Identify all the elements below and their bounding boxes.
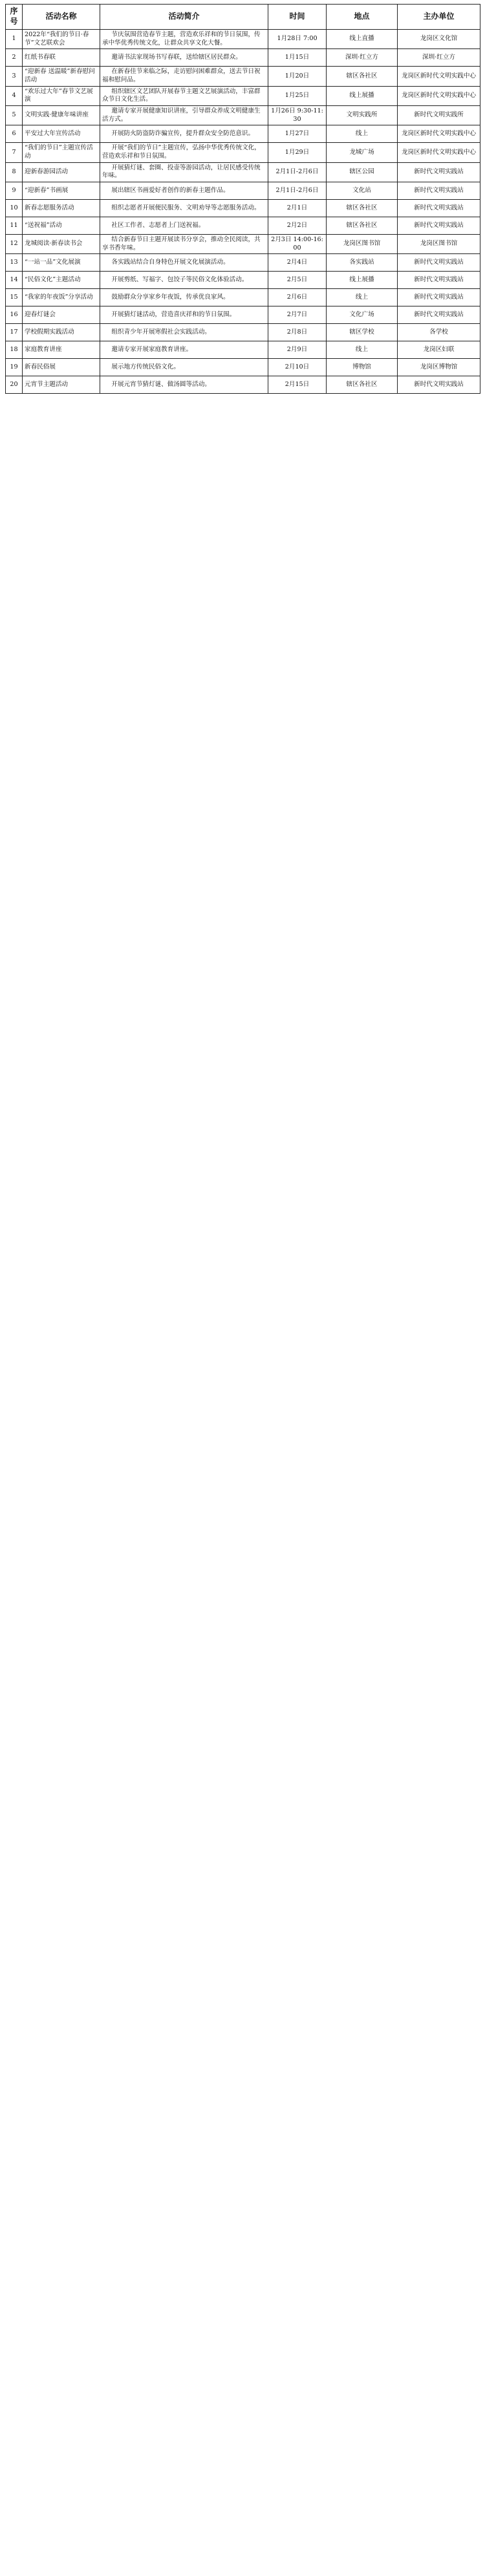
event-place: 辖区各社区 xyxy=(327,199,398,217)
event-description: 结合新春节日主题开展读书分享会，推动全民阅读，共享书香年味。 xyxy=(100,234,268,253)
table-row xyxy=(6,162,480,182)
row-number: 14 xyxy=(6,272,23,289)
event-time: 1月25日 xyxy=(268,86,327,105)
table-row xyxy=(6,125,480,143)
event-name: 2022年“我们的节日·春节”文艺联欢会 xyxy=(23,30,100,49)
event-time: 1月15日 xyxy=(268,49,327,67)
event-description: 邀请书法家现场书写春联，送给辖区居民群众。 xyxy=(100,49,268,67)
event-description: 开展元宵节猜灯谜、做汤圆等活动。 xyxy=(100,376,268,394)
event-organizer: 新时代文明实践站 xyxy=(398,254,480,272)
event-name: “送祝福”活动 xyxy=(23,217,100,234)
row-number: 12 xyxy=(6,234,23,253)
event-place: 辖区学校 xyxy=(327,324,398,341)
event-time: 2月5日 xyxy=(268,272,327,289)
header-time: 时间 xyxy=(268,5,327,30)
event-organizer: 龙岗区新时代文明实践中心 xyxy=(398,86,480,105)
event-place: 辖区公园 xyxy=(327,162,398,182)
event-organizer: 龙岗区图书馆 xyxy=(398,234,480,253)
event-name: “我们的节日”主题宣传活动 xyxy=(23,143,100,162)
event-description: 开展防火防盗防诈骗宣传，提升群众安全防范意识。 xyxy=(100,125,268,143)
event-place: 线上直播 xyxy=(327,30,398,49)
event-place: 线上 xyxy=(327,125,398,143)
event-time: 1月29日 xyxy=(268,143,327,162)
event-organizer: 新时代文明实践站 xyxy=(398,272,480,289)
event-time: 2月7日 xyxy=(268,306,327,324)
event-place: 辖区各社区 xyxy=(327,67,398,86)
row-number: 2 xyxy=(6,49,23,67)
event-name: 文明实践·健康年味讲座 xyxy=(23,105,100,125)
event-description: 组织青少年开展寒假社会实践活动。 xyxy=(100,324,268,341)
event-place: 深圳·红立方 xyxy=(327,49,398,67)
event-organizer: 龙岗区博物馆 xyxy=(398,359,480,376)
header-org: 主办单位 xyxy=(398,5,480,30)
event-time: 2月15日 xyxy=(268,376,327,394)
event-place: 文化站 xyxy=(327,182,398,199)
row-number: 7 xyxy=(6,143,23,162)
event-name: 新春民俗展 xyxy=(23,359,100,376)
event-name: 龙城阅读·新春读书会 xyxy=(23,234,100,253)
header-no: 序号 xyxy=(6,5,23,30)
event-name: 家庭教育讲座 xyxy=(23,341,100,359)
event-description: 节庆氛围营造春节主题，营造欢乐祥和的节日氛围，传承中华优秀传统文化，让群众共享文化大餐。 xyxy=(100,30,268,49)
event-description: 邀请专家开展家庭教育讲座。 xyxy=(100,341,268,359)
event-time: 2月10日 xyxy=(268,359,327,376)
event-name: “民俗文化”主题活动 xyxy=(23,272,100,289)
event-name: 新春志愿服务活动 xyxy=(23,199,100,217)
event-time: 2月4日 xyxy=(268,254,327,272)
event-place: 线上 xyxy=(327,289,398,306)
header-place: 地点 xyxy=(327,5,398,30)
row-number: 8 xyxy=(6,162,23,182)
event-description: 开展猜灯谜活动，营造喜庆祥和的节日氛围。 xyxy=(100,306,268,324)
table-row xyxy=(6,272,480,289)
row-number: 16 xyxy=(6,306,23,324)
event-place: 文化广场 xyxy=(327,306,398,324)
event-place: 博物馆 xyxy=(327,359,398,376)
event-organizer: 新时代文明实践站 xyxy=(398,306,480,324)
table-row xyxy=(6,199,480,217)
event-place: 龙城广场 xyxy=(327,143,398,162)
row-number: 18 xyxy=(6,341,23,359)
row-number: 15 xyxy=(6,289,23,306)
event-name: “我家的年夜饭”分享活动 xyxy=(23,289,100,306)
event-place: 文明实践所 xyxy=(327,105,398,125)
event-organizer: 龙岗区文化馆 xyxy=(398,30,480,49)
event-place: 辖区各社区 xyxy=(327,217,398,234)
table-row xyxy=(6,217,480,234)
row-number: 11 xyxy=(6,217,23,234)
table-row xyxy=(6,234,480,253)
event-description: 在新春佳节来临之际，走访慰问困难群众，送去节日祝福和慰问品。 xyxy=(100,67,268,86)
event-description: 组织辖区文艺团队开展春节主题文艺展演活动，丰富群众节日文化生活。 xyxy=(100,86,268,105)
event-name: 迎春灯谜会 xyxy=(23,306,100,324)
event-name: “欢乐过大年”春节文艺展演 xyxy=(23,86,100,105)
table-header-row xyxy=(6,5,480,30)
row-number: 13 xyxy=(6,254,23,272)
table-row xyxy=(6,359,480,376)
event-description: 组织志愿者开展便民服务、文明劝导等志愿服务活动。 xyxy=(100,199,268,217)
header-desc: 活动简介 xyxy=(100,5,268,30)
event-place: 线上 xyxy=(327,341,398,359)
table-row xyxy=(6,105,480,125)
table-row xyxy=(6,182,480,199)
event-organizer: 龙岗区新时代文明实践中心 xyxy=(398,67,480,86)
event-description: 社区工作者、志愿者上门送祝福。 xyxy=(100,217,268,234)
event-description: 开展猜灯谜、套圈、投壶等游园活动，让居民感受传统年味。 xyxy=(100,162,268,182)
event-organizer: 新时代文明实践站 xyxy=(398,376,480,394)
event-organizer: 新时代文明实践站 xyxy=(398,217,480,234)
event-table xyxy=(5,4,480,394)
row-number: 10 xyxy=(6,199,23,217)
row-number: 6 xyxy=(6,125,23,143)
event-description: 开展“我们的节日”主题宣传，弘扬中华优秀传统文化，营造欢乐祥和节日氛围。 xyxy=(100,143,268,162)
event-organizer: 新时代文明实践站 xyxy=(398,162,480,182)
row-number: 4 xyxy=(6,86,23,105)
event-organizer: 深圳·红立方 xyxy=(398,49,480,67)
event-time: 2月3日 14:00-16:00 xyxy=(268,234,327,253)
table-row xyxy=(6,341,480,359)
table-row xyxy=(6,143,480,162)
event-organizer: 龙岗区新时代文明实践中心 xyxy=(398,143,480,162)
table-row xyxy=(6,49,480,67)
event-description: 开展剪纸、写福字、包饺子等民俗文化体验活动。 xyxy=(100,272,268,289)
event-time: 2月8日 xyxy=(268,324,327,341)
event-time: 1月28日 7:00 xyxy=(268,30,327,49)
row-number: 5 xyxy=(6,105,23,125)
event-time: 2月1日-2月6日 xyxy=(268,162,327,182)
event-organizer: 新时代文明实践站 xyxy=(398,199,480,217)
event-time: 1月27日 xyxy=(268,125,327,143)
event-table-sheet xyxy=(5,4,480,394)
table-row xyxy=(6,254,480,272)
event-description: 鼓励群众分享家乡年夜饭，传承优良家风。 xyxy=(100,289,268,306)
row-number: 19 xyxy=(6,359,23,376)
event-name: 迎新春游园活动 xyxy=(23,162,100,182)
event-time: 1月26日 9:30-11:30 xyxy=(268,105,327,125)
table-row xyxy=(6,30,480,49)
row-number: 9 xyxy=(6,182,23,199)
table-row xyxy=(6,86,480,105)
event-organizer: 龙岗区新时代文明实践中心 xyxy=(398,125,480,143)
event-place: 线上展播 xyxy=(327,272,398,289)
event-place: 辖区各社区 xyxy=(327,376,398,394)
event-time: 2月2日 xyxy=(268,217,327,234)
event-time: 2月9日 xyxy=(268,341,327,359)
event-name: “迎新春 送温暖”新春慰问活动 xyxy=(23,67,100,86)
table-row xyxy=(6,376,480,394)
table-row xyxy=(6,306,480,324)
event-description: 展示地方传统民俗文化。 xyxy=(100,359,268,376)
event-place: 龙岗区图书馆 xyxy=(327,234,398,253)
row-number: 17 xyxy=(6,324,23,341)
event-place: 各实践站 xyxy=(327,254,398,272)
event-organizer: 新时代文明实践站 xyxy=(398,289,480,306)
row-number: 20 xyxy=(6,376,23,394)
event-organizer: 新时代文明实践站 xyxy=(398,182,480,199)
event-name: “迎新春”书画展 xyxy=(23,182,100,199)
event-organizer: 龙岗区妇联 xyxy=(398,341,480,359)
event-name: 平安过大年宣传活动 xyxy=(23,125,100,143)
event-name: “一站一品”文化展演 xyxy=(23,254,100,272)
event-organizer: 新时代文明实践所 xyxy=(398,105,480,125)
table-row xyxy=(6,324,480,341)
row-number: 3 xyxy=(6,67,23,86)
table-row xyxy=(6,289,480,306)
table-body xyxy=(6,30,480,394)
event-description: 各实践站结合自身特色开展文化展演活动。 xyxy=(100,254,268,272)
event-name: 红纸书春联 xyxy=(23,49,100,67)
event-time: 2月1日 xyxy=(268,199,327,217)
event-time: 1月20日 xyxy=(268,67,327,86)
event-description: 展出辖区书画爱好者创作的新春主题作品。 xyxy=(100,182,268,199)
event-description: 邀请专家开展健康知识讲座，引导群众养成文明健康生活方式。 xyxy=(100,105,268,125)
event-organizer: 各学校 xyxy=(398,324,480,341)
event-place: 线上展播 xyxy=(327,86,398,105)
event-name: 学校假期实践活动 xyxy=(23,324,100,341)
header-name: 活动名称 xyxy=(23,5,100,30)
row-number: 1 xyxy=(6,30,23,49)
table-row xyxy=(6,67,480,86)
event-name: 元宵节主题活动 xyxy=(23,376,100,394)
event-time: 2月1日-2月6日 xyxy=(268,182,327,199)
event-time: 2月6日 xyxy=(268,289,327,306)
